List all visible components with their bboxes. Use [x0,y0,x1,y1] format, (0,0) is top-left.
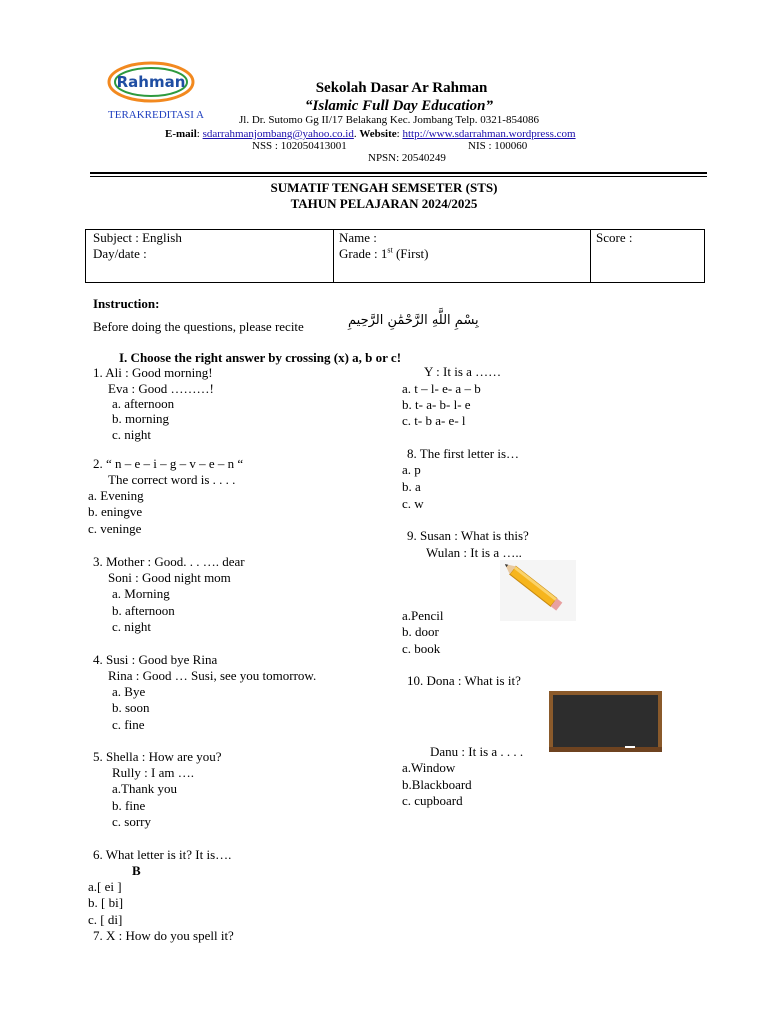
question-3: 3. Mother : Good. . . …. dear [93,554,245,569]
info-divider [333,230,334,282]
q3-option-b[interactable]: b. afternoon [112,603,175,618]
q4-option-a[interactable]: a. Bye [112,684,146,699]
colon: : [396,128,403,140]
q8-option-c[interactable]: c. w [402,496,424,511]
q8-option-b[interactable]: b. a [402,479,421,494]
q6-option-b[interactable]: b. [ bi] [88,895,124,910]
question-6-letter: B [132,863,141,878]
pencil-image [500,560,576,621]
separator: . [353,128,360,140]
school-address: Jl. Dr. Sutomo Gg II/17 Belakang Kec. Jombang Telp. 0321-854086 [239,114,539,126]
grade-superscript: st [387,245,393,255]
q3-option-c[interactable]: c. night [112,619,151,634]
question-4: 4. Susi : Good bye Rina [93,652,218,667]
question-9: 9. Susan : What is this? [407,528,529,543]
q1-option-c[interactable]: c. night [112,427,151,442]
grade-suffix: (First) [392,246,429,261]
exam-year: TAHUN PELAJARAN 2024/2025 [290,196,478,211]
school-name: Sekolah Dasar Ar Rahman [315,80,488,96]
svg-text:Rahman: Rahman [116,73,186,91]
instruction-text: Before doing the questions, please recite [93,319,304,334]
npsn-number: NPSN: 20540249 [368,152,446,164]
basmala-calligraphy: بِسْمِ اللَّهِ الرَّحْمَٰنِ الرَّحِيمِ [348,313,479,328]
question-7-line2: Y : It is a …… [424,364,502,379]
email-label: E-mail [165,128,197,140]
subject-field: Subject : English [93,230,182,245]
q7-option-c[interactable]: c. t- b a- e- l [402,413,466,428]
q9-option-a[interactable]: a.Pencil [402,608,444,623]
q2-option-c[interactable]: c. veninge [88,521,142,536]
q10-option-a[interactable]: a.Window [402,760,456,775]
section-heading: I. Choose the right answer by crossing (x) a, b or c! [119,350,402,365]
q1-option-b[interactable]: b. morning [112,411,170,426]
q2-option-b[interactable]: b. eningve [88,504,143,519]
q9-option-c[interactable]: c. book [402,641,441,656]
q10-option-b[interactable]: b.Blackboard [402,777,472,792]
q10-option-c[interactable]: c. cupboard [402,793,463,808]
website-link[interactable]: http://www.sdarrahman.wordpress.com [402,128,576,140]
instruction-heading: Instruction: [93,296,160,311]
q4-option-b[interactable]: b. soon [112,700,150,715]
q1-option-a[interactable]: a. afternoon [112,396,175,411]
question-4-line2: Rina : Good … Susi, see you tomorrow. [108,668,317,683]
q8-option-a[interactable]: a. p [402,462,421,477]
daydate-field[interactable]: Day/date : [93,246,147,261]
colon: : [196,128,203,140]
school-tagline: “Islamic Full Day Education” [305,98,493,114]
blackboard-image [549,691,662,754]
question-6: 6. What letter is it? It is…. [93,847,232,862]
question-8: 8. The first letter is… [407,446,520,461]
question-5: 5. Shella : How are you? [93,749,222,764]
score-field[interactable]: Score : [596,230,633,245]
q6-option-a[interactable]: a.[ ei ] [88,879,122,894]
question-10-line2: Danu : It is a . . . . [430,744,524,759]
q2-option-a[interactable]: a. Evening [88,488,144,503]
q5-option-a[interactable]: a.Thank you [112,781,177,796]
question-1-line2: Eva : Good ………! [108,381,214,396]
header-divider-thin [90,176,707,177]
grade-prefix: Grade : 1 [339,246,388,261]
q5-option-c[interactable]: c. sorry [112,814,151,829]
question-2: 2. “ n – e – i – g – v – e – n “ [93,456,244,471]
grade-field [339,246,428,262]
nss-number: NSS : 102050413001 [252,140,347,152]
q7-option-a[interactable]: a. t – l- e- a – b [402,381,481,396]
header-divider [90,172,707,174]
q3-option-a[interactable]: a. Morning [112,586,170,601]
question-5-line2: Rully : I am …. [112,765,194,780]
exam-title: SUMATIF TENGAH SEMSETER (STS) [270,180,498,195]
email-link[interactable]: sdarrahmanjombang@yahoo.co.id [202,128,354,140]
question-2-line2: The correct word is . . . . [108,472,236,487]
accreditation-label: TERAKREDITASI A [108,109,204,121]
q7-option-b[interactable]: b. t- a- b- l- e [402,397,471,412]
name-field[interactable]: Name : [339,230,377,245]
question-1: 1. Ali : Good morning! [93,365,213,380]
question-7: 7. X : How do you spell it? [93,928,234,943]
question-3-line2: Soni : Good night mom [108,570,231,585]
info-divider [590,230,591,282]
question-9-line2: Wulan : It is a ….. [426,545,522,560]
q9-option-b[interactable]: b. door [402,624,439,639]
question-10: 10. Dona : What is it? [407,673,521,688]
website-label: Website [359,128,397,140]
q4-option-c[interactable]: c. fine [112,717,145,732]
q6-option-c[interactable]: c. [ di] [88,912,123,927]
q5-option-b[interactable]: b. fine [112,798,146,813]
nis-number: NIS : 100060 [468,140,528,152]
